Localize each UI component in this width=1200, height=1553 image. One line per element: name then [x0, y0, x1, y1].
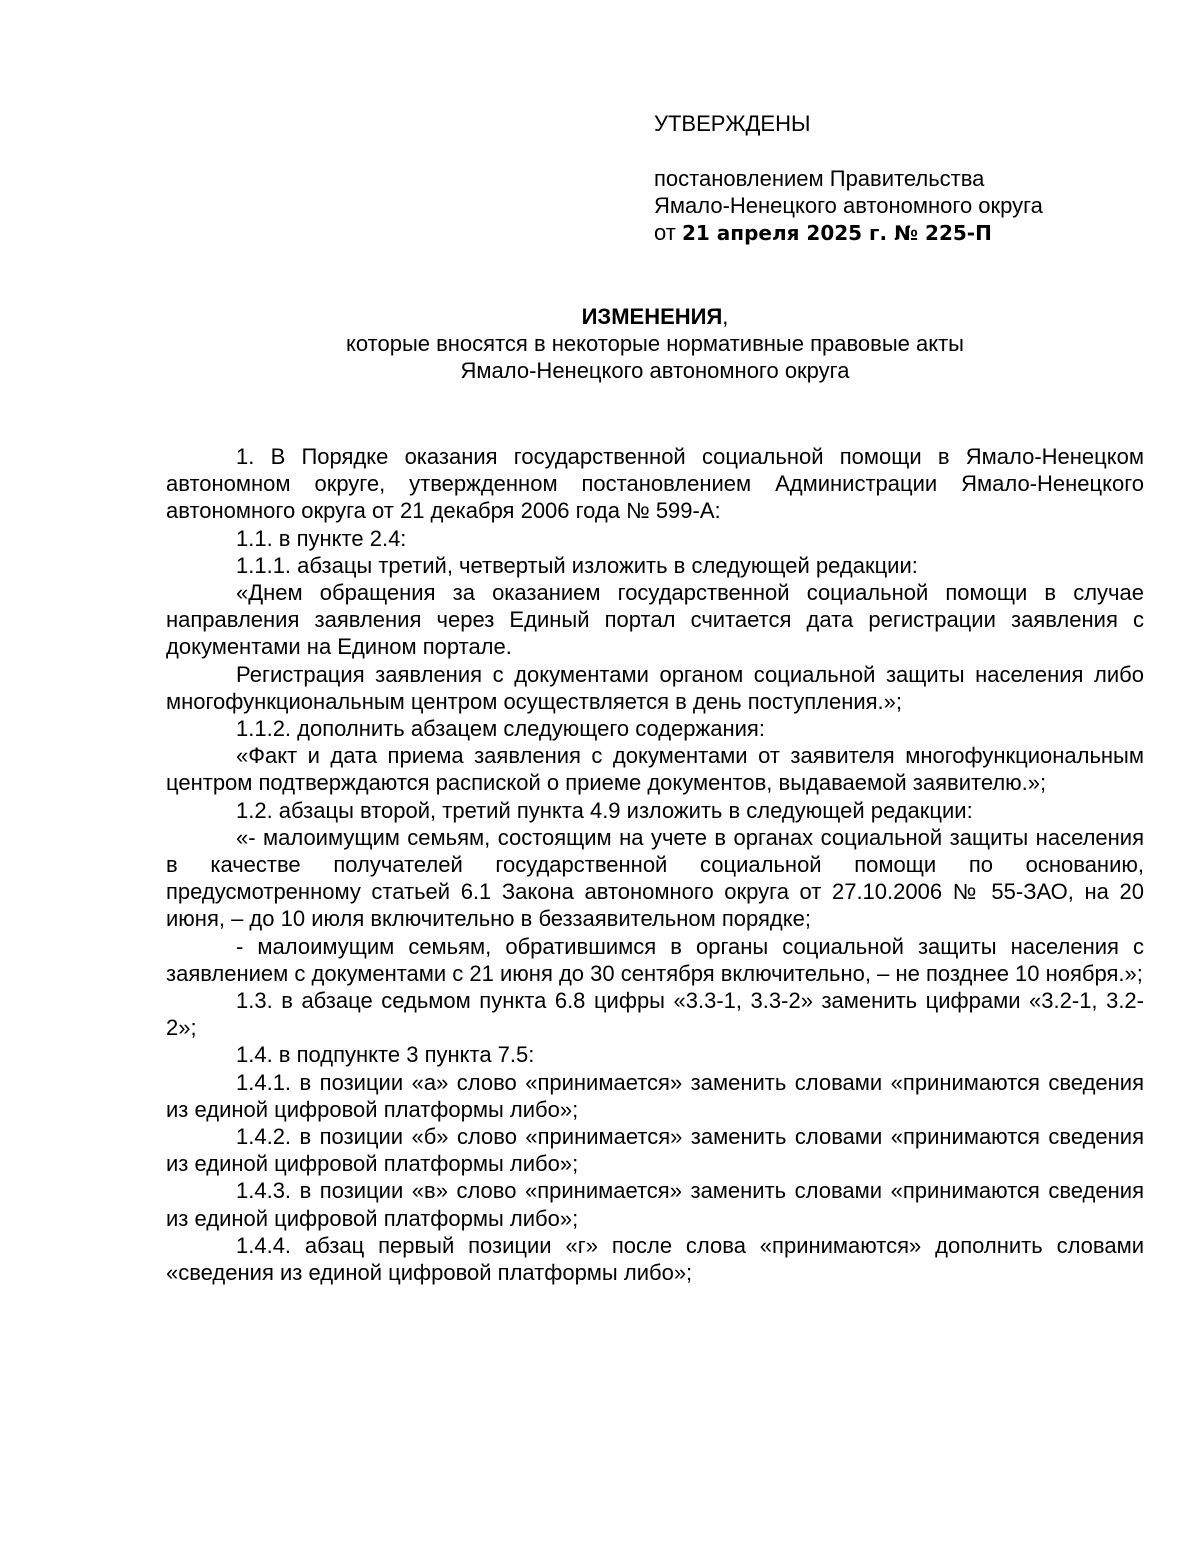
approval-date-prefix: от: [654, 220, 682, 245]
heading-title: ИЗМЕНЕНИЯ: [581, 304, 723, 329]
heading-subtitle-line-1: которые вносятся в некоторые нормативные правовые акты: [346, 331, 964, 356]
paragraph-1-4-3: 1.4.3. в позиции «в» слово «принимается» заменить словами «принимаются сведения из единой цифровой платформы либо»;: [166, 1178, 1144, 1231]
document-heading: [166, 303, 1144, 384]
document-body: [166, 443, 1144, 1286]
paragraph-1-4-2: 1.4.2. в позиции «б» слово «принимается» заменить словами «принимаются сведения из единой цифровой платформы либо»;: [166, 1124, 1144, 1177]
quote-paragraph: Регистрация заявления с документами органом социальной защиты населения либо многофункциональным центром осуществляется в день поступления.»;: [166, 661, 1144, 714]
approval-date-value: 21 апреля 2025 г. № 225-П: [681, 221, 992, 245]
paragraph-1: 1. В Порядке оказания государственной социальной помощи в Ямало-Ненецком автономном округе, утвержденном постановлением Администрации Ямало-Ненецкого автономного округа от 21 декабря 2006 года № 599-А:: [166, 444, 1144, 524]
paragraph-1-1-1: 1.1.1. абзацы третий, четвертый изложить в следующей редакции:: [236, 552, 918, 578]
quote-paragraph: - малоимущим семьям, обратившимся в органы социальной защиты населения с заявлением с документами с 21 июня до 30 сентября включительно, – не позднее 10 ноября.»;: [166, 933, 1144, 986]
approval-stamp: [654, 110, 1174, 247]
heading-title-line: [166, 303, 1144, 330]
paragraph-1-4: 1.4. в подпункте 3 пункта 7.5:: [236, 1042, 535, 1068]
paragraph-1-2: 1.2. абзацы второй, третий пункта 4.9 изложить в следующей редакции:: [236, 797, 973, 823]
approval-line-2: Ямало-Ненецкого автономного округа: [654, 193, 1043, 218]
heading-subtitle-line-2: Ямало-Ненецкого автономного округа: [460, 358, 850, 383]
approval-date-line: [654, 219, 1174, 247]
quote-paragraph: «- малоимущим семьям, состоящим на учете в органах социальной защиты населения в качестве получателей государственной социальной помощи по основанию, предусмотренному статьей 6.1 Закона автономного округа от 27.10.2006 № 55-ЗАО, на 20 июня, – до 10 июля включительно в беззаявительном порядке;: [166, 824, 1144, 932]
paragraph-1-3: 1.3. в абзаце седьмом пункта 6.8 цифры «3.3-1, 3.3-2» заменить цифрами «3.2-1, 3.2-2»;: [166, 988, 1144, 1041]
paragraph-1-1: 1.1. в пункте 2.4:: [236, 525, 407, 551]
approval-title: УТВЕРЖДЕНЫ: [654, 111, 811, 136]
heading-title-suffix: ,: [722, 304, 729, 329]
quote-paragraph: «Факт и дата приема заявления с документами от заявителя многофункциональным центром подтверждаются распиской о приеме документов, выдаваемой заявителю.»;: [166, 743, 1144, 796]
quote-paragraph: «Днем обращения за оказанием государственной социальной помощи в случае направления заявления через Единый портал считается дата регистрации заявления с документами на Едином портале.: [166, 580, 1144, 660]
paragraph-1-4-4: 1.4.4. абзац первый позиции «г» после слова «принимаются» дополнить словами «сведения из единой цифровой платформы либо»;: [166, 1232, 1144, 1286]
paragraph-1-1-2: 1.1.2. дополнить абзацем следующего содержания:: [236, 716, 765, 742]
paragraph-1-4-1: 1.4.1. в позиции «а» слово «принимается» заменить словами «принимаются сведения из единой цифровой платформы либо»;: [166, 1069, 1144, 1122]
approval-line-1: постановлением Правительства: [654, 166, 985, 191]
